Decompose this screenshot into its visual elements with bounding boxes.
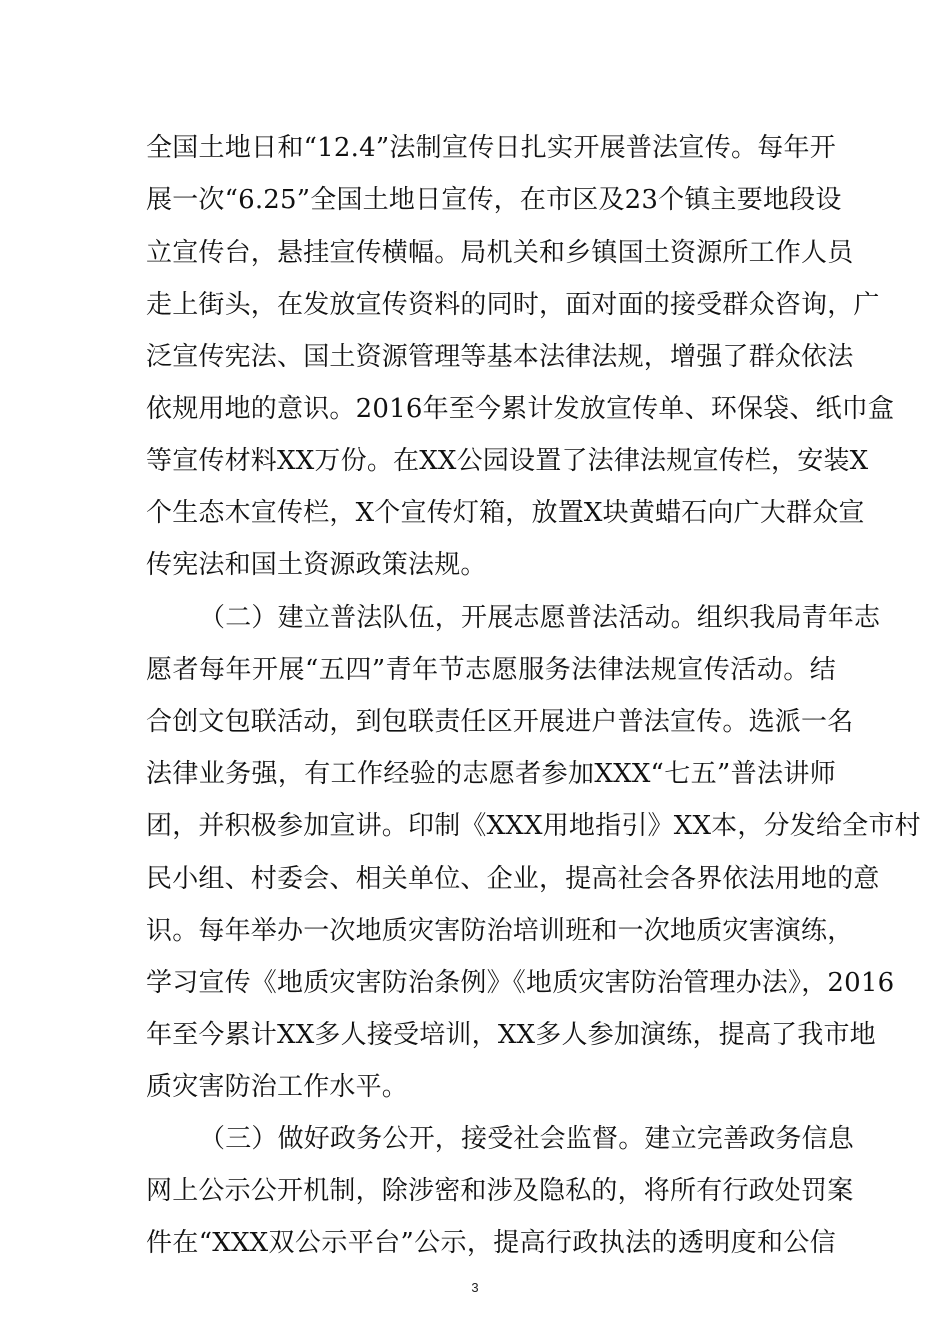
- section-heading-line: （二）建立普法队伍，开展志愿普法活动。组织我局青年志: [199, 603, 881, 633]
- text-line: 识。每年举办一次地质灾害防治培训班和一次地质灾害演练，: [146, 916, 854, 946]
- text-line: 走上街头，在发放宣传资料的同时，面对面的接受群众咨询，广: [146, 290, 880, 320]
- text-line: 传宪法和国土资源政策法规。: [146, 550, 487, 580]
- text-line: 等宣传材料XX万份。在XX公园设置了法律法规宣传栏，安装X: [146, 446, 869, 476]
- text-line: 质灾害防治工作水平。: [146, 1072, 409, 1102]
- text-line: 泛宣传宪法、国土资源管理等基本法律法规，增强了群众依法: [146, 342, 854, 372]
- text-line: 件在“XXX双公示平台”公示，提高行政执法的透明度和公信: [146, 1228, 836, 1258]
- text-line: 合创文包联活动，到包联责任区开展进户普法宣传。选派一名: [146, 707, 854, 737]
- text-line: 个生态木宣传栏，X个宣传灯箱，放置X块黄蜡石向广大群众宣: [146, 498, 865, 528]
- text-line: 依规用地的意识。2016年至今累计发放宣传单、环保袋、纸巾盒: [146, 394, 895, 424]
- page-number: 3: [471, 1280, 479, 1295]
- text-line: 民小组、村委会、相关单位、企业，提高社会各界依法用地的意: [146, 864, 880, 894]
- text-line: 愿者每年开展“五四”青年节志愿服务法律法规宣传活动。结: [146, 655, 836, 685]
- text-line: 学习宣传《地质灾害防治条例》《地质灾害防治管理办法》，2016: [146, 968, 895, 998]
- section-heading-line: （三）做好政务公开，接受社会监督。建立完善政务信息: [199, 1124, 855, 1154]
- text-line: 团，并积极参加宣讲。印制《XXX用地指引》XX本，分发给全市村: [146, 811, 921, 841]
- text-line: 年至今累计XX多人接受培训，XX多人参加演练，提高了我市地: [146, 1020, 876, 1050]
- text-line: 立宣传台，悬挂宣传横幅。局机关和乡镇国土资源所工作人员: [146, 238, 854, 268]
- text-line: 法律业务强，有工作经验的志愿者参加XXX“七五”普法讲师: [146, 759, 836, 789]
- text-line: 全国土地日和“12.4”法制宣传日扎实开展普法宣传。每年开: [146, 133, 836, 163]
- text-line: 展一次“6.25”全国土地日宣传，在市区及23个镇主要地段设: [146, 185, 842, 215]
- text-line: 网上公示公开机制，除涉密和涉及隐私的，将所有行政处罚案: [146, 1176, 854, 1206]
